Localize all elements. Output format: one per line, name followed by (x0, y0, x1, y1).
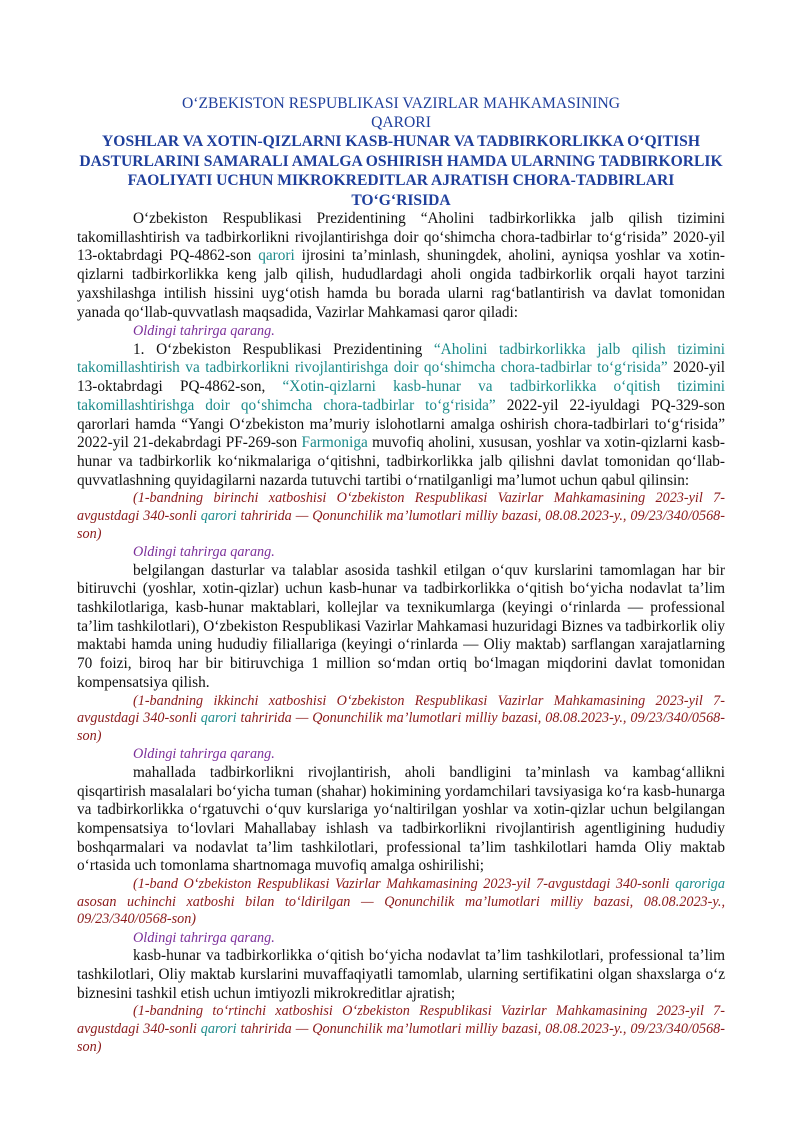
item-1-para-4: kasb-hunar va tadbirkorlikka o‘qitish bo‘yicha nodavlat ta’lim tashkilotlari, professional ta’lim tashkilotlari, Oliy maktab kurslarini muvaffaqiyatli tamomlab, ularning sertifikatini olgan shaxslarga o‘z biznesini tashkil etish uchun imtiyozli mikrokreditlar ajratish; (77, 947, 725, 1002)
amendment-note-1: (1-bandning birinchi xatboshisi O‘zbekiston Respublikasi Vazirlar Mahkamasining 2023-yil 7-avgustdagi 340-sonli qarori tahririda — Qonunchilik ma’lumotlari milliy bazasi, 08.08.2023-y., 09/23/340/0568-son) (77, 490, 725, 542)
prev-edition-link[interactable]: tahrirga (179, 323, 227, 340)
amendment-note-2: (1-bandning ikkinchi xatboshisi O‘zbekiston Respublikasi Vazirlar Mahkamasining 2023-yil 7-avgustdagi 340-sonli qarori tahririda — Qonunchilik ma’lumotlari milliy bazasi, 08.08.2023-y., 09/23/340/0568-son) (77, 692, 725, 744)
amendment-link-4[interactable]: qarori (200, 1021, 237, 1038)
item-1-para-2: belgilangan dasturlar va talablar asosida tashkil etilgan o‘quv kurslarini tamomlagan har bir bitiruvchi (yoshlar, xotin-qizlar) uchun kasb-hunar va tadbirkorlikka o‘qitish bo‘yicha nodavlat ta’lim tashkilotlariga, kasb-hunar maktablari, kollejlar va texnikumlarga (keyingi o‘rinlarda — professional ta’lim tashkilotlari), O‘zbekiston Respublikasi Vazirlar Mahkamasi huzuridagi Biznes va tadbirkorlik oliy maktabi hamda uning hududiy filiallariga (keyingi o‘rinlarda — Oliy maktab) sarflangan xarajatlarning 70 foizi, biroq har bir bitiruvchiga 1 million so‘mdan ortiq bo‘lmagan miqdorini davlat tomonidan kompensatsiya qilish. (77, 561, 725, 691)
prev-edition-note: Oldingi tahrirga qarang. (133, 323, 275, 340)
prev-edition-note: Oldingi tahrirga qarang. (133, 746, 275, 763)
item-1-para-3: mahallada tadbirkorlikni rivojlantirish, aholi bandligini ta’minlash va kambag‘allikni qisqartirish masalalari bo‘yicha tuman (shahar) hokimining yordamchilari tavsiyasiga ko‘ra kasb-hunarga va tadbirkorlikka o‘rgatuvchi o‘quv kurslariga yo‘naltirilgan yoshlar va xotin-qizlar uchun belgilangan kompensatsiya to‘lovlari Mahallabay ishlash va tadbirkorlikni rivojlantirish agentligining hududiy boshqarmalari va nodavlat ta’lim tashkilotlari, professional ta’lim tashkilotlari hamda Oliy maktab o‘rtasida uch tomonlama shartnomaga muvofiq amalga oshirilishi; (77, 763, 725, 875)
document-type: QARORI (371, 114, 431, 131)
amendment-link-1[interactable]: qarori (200, 507, 237, 524)
prev-edition-link[interactable]: tahrirga (179, 929, 227, 946)
decree-link[interactable]: qarori (258, 247, 295, 265)
prev-edition-note: Oldingi tahrirga qarang. (133, 929, 275, 946)
prev-edition-link[interactable]: tahrirga (179, 746, 227, 763)
amendment-note-3: (1-band O‘zbekiston Respublikasi Vazirlar Mahkamasining 2023-yil 7-avgustdagi 340-sonli qaroriga asosan uchinchi xatboshi bilan to‘ldirilgan — Qonunchilik ma’lumotlari milliy bazasi, 08.08.2023-y., 09/23/340/0568-son) (77, 876, 725, 928)
resolution-link-1[interactable]: “Aholini tadbirkorlikka jalb qilish tizimini takomillashtirish va tadbirkorlikni rivojlantirishga doir qo‘shimcha chora-tadbirlar to‘g‘risida” (77, 340, 726, 377)
issuer-heading: O‘ZBEKISTON RESPUBLIKASI VAZIRLAR MAHKAMASINING (182, 95, 620, 112)
prev-edition-note: Oldingi tahrirga qarang. (133, 544, 275, 561)
amendment-link-3[interactable]: qaroriga (675, 876, 725, 893)
document-page (77, 94, 725, 1056)
decree-link-pf269[interactable]: Farmoniga (301, 434, 368, 452)
amendment-link-2[interactable]: qarori (200, 710, 237, 727)
resolution-link-2[interactable]: “Xotin-qizlarni kasb-hunar va tadbirkorlikka o‘qitish tizimini takomillashtirishga doir qo‘shimcha chora-tadbirlar to‘g‘risida” (77, 378, 725, 414)
preamble-paragraph: O‘zbekiston Respublikasi Prezidentining “Aholini tadbirkorlikka jalb qilish tizimini takomillashtirish va tadbirkorlikni rivojlantirishga doir qo‘shimcha chora-tadbirlar to‘g‘risida” 2020-yil 13-oktabrdagi PQ-4862-son qarori ijrosini ta’minlash, shuningdek, aholini, ayniqsa yoshlar va xotin-qizlarni tadbirkorlikka keng jalb qilish, hududlardagi aholi ongida tadbirkorlik orqali hayot tarzini yaxshilashga intilish hissini uyg‘otish hamda bu borada ularni rag‘batlantirish va davlat tomonidan yanada qo‘llab-quvvatlash maqsadida, Vazirlar Mahkamasi qaror qiladi: (77, 210, 726, 321)
prev-edition-link[interactable]: tahrirga (179, 544, 227, 561)
document-title: YOSHLAR VA XOTIN-QIZLARNI KASB-HUNAR VA TADBIRKORLIKKA O‘QITISH DASTURLARINI SAMARALI AMALGA OSHIRISH HAMDA ULARNING TADBIRKORLIK FAOLIYATI UCHUN MIKROKREDITLAR AJRATISH CHORA-TADBIRLARI TO‘G‘RISIDA (79, 133, 723, 209)
item-1-paragraph: 1. O‘zbekiston Respublikasi Prezidentining “Aholini tadbirkorlikka jalb qilish tizimini takomillashtirish va tadbirkorlikni rivojlantirishga doir qo‘shimcha chora-tadbirlar to‘g‘risida” 2020-yil 13-oktabrdagi PQ-4862-son, “Xotin-qizlarni kasb-hunar va tadbirkorlikka o‘qitish tizimini takomillashtirishga doir qo‘shimcha chora-tadbirlar to‘g‘risida” 2022-yil 22-iyuldagi PQ-329-son qarorlari hamda “Yangi O‘zbekiston ma’muriy islohotlarni amalga oshirish chora-tadbirlari to‘g‘risida” 2022-yil 21-dekabrdagi PF-269-son Farmoniga muvofiq aholini, xususan, yoshlar va xotin-qizlarni kasb-hunar va tadbirkorlik ko‘nikmalariga o‘qitishni, tadbirkorlikka jalb qilishni davlat tomonidan qo‘llab-quvvatlashning quyidagilarni nazarda tutuvchi tartibi o‘rnatilganligi ma’lumot uchun qabul qilinsin: (77, 340, 726, 489)
amendment-note-4: (1-bandning to‘rtinchi xatboshisi O‘zbekiston Respublikasi Vazirlar Mahkamasining 2023-yil 7-avgustdagi 340-sonli qarori tahririda — Qonunchilik ma’lumotlari milliy bazasi, 08.08.2023-y., 09/23/340/0568-son) (77, 1003, 725, 1055)
